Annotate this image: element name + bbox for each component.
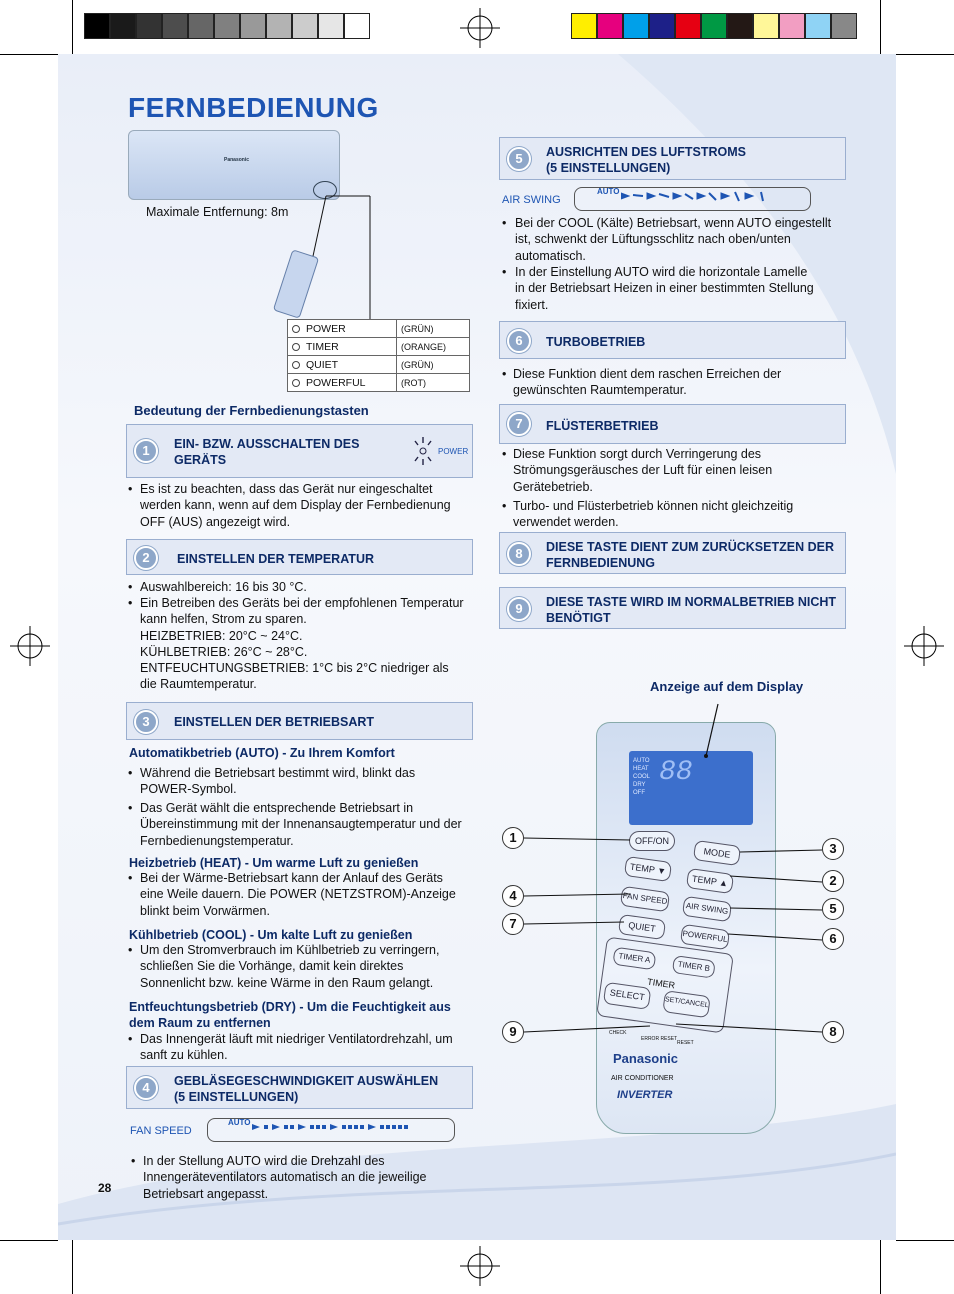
section-heading: GEBLÄSEGESCHWINDIGKEIT AUSWÄHLEN (5 EINSTELLUNGEN) xyxy=(174,1074,439,1104)
air-swing-arrow-icon xyxy=(621,190,806,202)
section-heading: EIN- BZW. AUSSCHALTEN DES GERÄTS xyxy=(174,437,360,467)
bullet-text: Das Innengerät läuft mit niedriger Ventilatordrehzahl, um sanft zu kühlen. xyxy=(140,1032,453,1063)
crop-mark xyxy=(880,0,881,54)
section-heading: AUSRICHTEN DES LUFTSTROMS (5 EINSTELLUNGEN) xyxy=(546,145,746,175)
registration-mark xyxy=(460,1246,500,1286)
registration-mark xyxy=(460,8,500,48)
table-row: POWER (GRÜN) xyxy=(288,320,470,338)
remote-brand: Panasonic xyxy=(613,1051,679,1066)
section-number: 4 xyxy=(134,1076,158,1100)
error-reset-button[interactable]: ERROR RESET xyxy=(641,1036,678,1042)
section-heading: TURBOBETRIEB xyxy=(546,335,646,349)
power-icon-label: POWER xyxy=(438,447,469,456)
bullet-text: • xyxy=(502,367,507,381)
bullet-text: • xyxy=(128,943,133,957)
quiet-button[interactable]: QUIET xyxy=(618,914,666,940)
crop-mark xyxy=(0,54,58,55)
table-row: TIMER (ORANGE) xyxy=(288,338,470,356)
section-subtitle: Bedeutung der Fernbedienungstasten xyxy=(134,403,369,418)
table-row: QUIET (GRÜN) xyxy=(288,356,470,374)
callout-1: 1 xyxy=(502,827,524,849)
bullet-text: • xyxy=(128,482,133,496)
swing-auto-label: AUTO xyxy=(597,187,620,196)
led-icon xyxy=(292,379,300,387)
bullet-text: Es ist zu beachten, dass das Gerät nur eingeschaltet werden kann, wenn auf dem Display der Fernbedienung OFF (AUS) angezeigt wird. xyxy=(140,482,451,529)
fan-auto-label: AUTO xyxy=(228,1118,251,1127)
check-button[interactable]: CHECK xyxy=(609,1030,627,1036)
section-number: 7 xyxy=(507,412,531,436)
bullet-text: Diese Funktion sorgt durch Verringerung des Strömungsgeräusches der Luft für einen leisen Gerätebetrieb. xyxy=(513,447,773,494)
air-swing-sequence xyxy=(574,187,811,211)
callout-2: 2 xyxy=(822,870,844,892)
page-number: 28 xyxy=(98,1181,112,1195)
bullet-text: • xyxy=(131,1154,136,1168)
bullet-text: Ein Betreiben des Geräts bei der empfohlenen Temperatur kann helfen, Strom zu sparen. HEIZBETRIEB: 20°C ~ 24°C. KÜHLBETRIEB: 26°C ~ 28°C. ENTFEUCHTUNGSBETRIEB: 1°C bis 2°C niedriger als die Raumtemperatur. xyxy=(140,596,464,692)
crop-mark xyxy=(896,1240,954,1241)
set-cancel-button[interactable]: SET/CANCEL xyxy=(662,990,711,1018)
mode-heading: Heizbetrieb (HEAT) - Um warme Luft zu genießen xyxy=(129,856,419,870)
callout-lines xyxy=(520,830,830,1040)
bullet-text: • xyxy=(128,1032,133,1046)
mode-heading: Entfeuchtungsbetrieb (DRY) - Um die Feuchtigkeit aus dem Raum zu entfernen xyxy=(129,1000,451,1031)
temp-up-button[interactable]: TEMP ▲ xyxy=(686,868,734,894)
section-heading: EINSTELLEN DER BETRIEBSART xyxy=(174,715,375,729)
page-title: FERNBEDIENUNG xyxy=(128,92,379,123)
powerful-button[interactable]: POWERFUL xyxy=(680,924,730,950)
bullet-text: • xyxy=(128,766,133,780)
bullet-text: • xyxy=(128,596,133,610)
grayscale-calibration-bar xyxy=(84,13,370,39)
select-button[interactable]: SELECT xyxy=(603,982,652,1010)
section-heading: DIESE TASTE DIENT ZUM ZURÜCKSETZEN DER FERNBEDIENUNG xyxy=(546,540,834,570)
table-row: POWERFUL (ROT) xyxy=(288,374,470,392)
max-distance-text: Maximale Entfernung: 8m xyxy=(146,205,289,219)
color-calibration-bar xyxy=(571,13,857,39)
section-number: 6 xyxy=(507,329,531,353)
fan-speed-arrow-icon xyxy=(252,1121,452,1133)
off-on-button[interactable]: OFF/ON xyxy=(629,831,675,851)
bullet-text: • xyxy=(502,216,507,230)
bullet-text: Bei der Wärme-Betriebsart kann der Anlauf des Geräts eine Weile dauern. Die POWER (NETZSTROM)-Anzeige blinkt beim Vorwärmen. xyxy=(140,871,456,918)
bullet-text: In der Einstellung AUTO wird die horizontale Lamelle in der Betriebsart Heizen in einer bestimmten Stellung fixiert. xyxy=(515,265,814,312)
timer-label: TIMER xyxy=(646,976,676,991)
indicator-table xyxy=(287,319,470,392)
registration-mark xyxy=(10,626,50,666)
section-number: 3 xyxy=(134,710,158,734)
inverter-logo: INVERTER xyxy=(617,1089,673,1101)
crop-mark xyxy=(896,54,954,55)
air-swing-label: AIR SWING xyxy=(502,194,561,206)
bullet-text: Das Gerät wählt die entsprechende Betriebsart in Übereinstimmung mit der Innenansaugtemperatur und der Fernbedienungstemperatur. xyxy=(140,801,462,848)
bullet-text: Turbo- und Flüsterbetrieb können nicht gleichzeitig verwendet werden. xyxy=(513,499,794,530)
led-icon xyxy=(292,343,300,351)
timer-b-button[interactable]: TIMER B xyxy=(672,955,716,979)
bullet-text: Auswahlbereich: 16 bis 30 °C. xyxy=(140,580,307,594)
callout-3: 3 xyxy=(822,838,844,860)
bullet-text: Während die Betriebsart bestimmt wird, blinkt das POWER-Symbol. xyxy=(140,766,416,797)
led-icon xyxy=(292,325,300,333)
section-heading: EINSTELLEN DER TEMPERATUR xyxy=(177,552,374,566)
bullet-text: • xyxy=(128,580,133,594)
section-number: 9 xyxy=(507,597,531,621)
callout-5: 5 xyxy=(822,898,844,920)
fan-speed-button[interactable]: FAN SPEED xyxy=(620,886,670,912)
section-number: 5 xyxy=(507,147,531,171)
callout-4: 4 xyxy=(502,885,524,907)
remote-subtitle: AIR CONDITIONER xyxy=(611,1075,674,1082)
bullet-text: • xyxy=(128,871,133,885)
timer-a-button[interactable]: TIMER A xyxy=(612,947,656,971)
bullet-text: • xyxy=(502,265,507,279)
led-icon xyxy=(292,361,300,369)
bullet-text: • xyxy=(502,447,507,461)
crop-mark xyxy=(880,1240,881,1294)
display-pointer xyxy=(690,700,730,760)
section-number: 2 xyxy=(134,546,158,570)
bullet-text: Diese Funktion dient dem raschen Erreichen der gewünschten Raumtemperatur. xyxy=(513,367,782,398)
crop-mark xyxy=(0,1240,58,1241)
callout-7: 7 xyxy=(502,913,524,935)
unit-brand: Panasonic xyxy=(224,157,250,163)
fan-speed-sequence xyxy=(207,1118,455,1142)
section-number: 1 xyxy=(134,439,158,463)
bullet-text: Um den Stromverbrauch im Kühlbetrieb zu verringern, schließen Sie die Vorhänge, damit kein direktes Sonnenlicht bzw. keine Wärme in den Raum gelangt. xyxy=(140,943,440,990)
section-heading: FLÜSTERBETRIEB xyxy=(546,419,659,433)
crop-mark xyxy=(72,0,73,54)
temp-down-button[interactable]: TEMP ▼ xyxy=(624,856,672,882)
callout-6: 6 xyxy=(822,928,844,950)
section-heading: DIESE TASTE WIRD IM NORMALBETRIEB NICHT BENÖTIGT xyxy=(546,595,837,625)
fan-speed-label: FAN SPEED xyxy=(130,1125,192,1137)
callout-9: 9 xyxy=(502,1021,524,1043)
reset-button[interactable]: RESET xyxy=(677,1040,694,1046)
section-number: 8 xyxy=(507,542,531,566)
callout-8: 8 xyxy=(822,1021,844,1043)
crop-mark xyxy=(72,1240,73,1294)
bullet-text: • xyxy=(128,801,133,815)
power-icon xyxy=(410,435,436,467)
bullet-text: Bei der COOL (Kälte) Betriebsart, wenn AUTO eingestellt ist, schwenkt der Lüftungsschlitz nach oben/unten automatisch. xyxy=(515,216,832,263)
mode-heading: Kühlbetrieb (COOL) - Um kalte Luft zu genießen xyxy=(129,928,413,942)
mode-button[interactable]: MODE xyxy=(693,840,741,866)
display-label: Anzeige auf dem Display xyxy=(650,679,804,694)
bullet-text: • xyxy=(502,499,507,513)
bullet-text: In der Stellung AUTO wird die Drehzahl des Innengeräteventilators automatisch an die jeweilige Betriebsart angepasst. xyxy=(143,1154,427,1201)
registration-mark xyxy=(904,626,944,666)
air-swing-button[interactable]: AIR SWING xyxy=(682,896,732,922)
mode-heading: Automatikbetrieb (AUTO) - Zu Ihrem Komfort xyxy=(129,746,395,760)
remote-display: AUTO HEAT COOL DRY OFF 88 xyxy=(629,751,753,825)
